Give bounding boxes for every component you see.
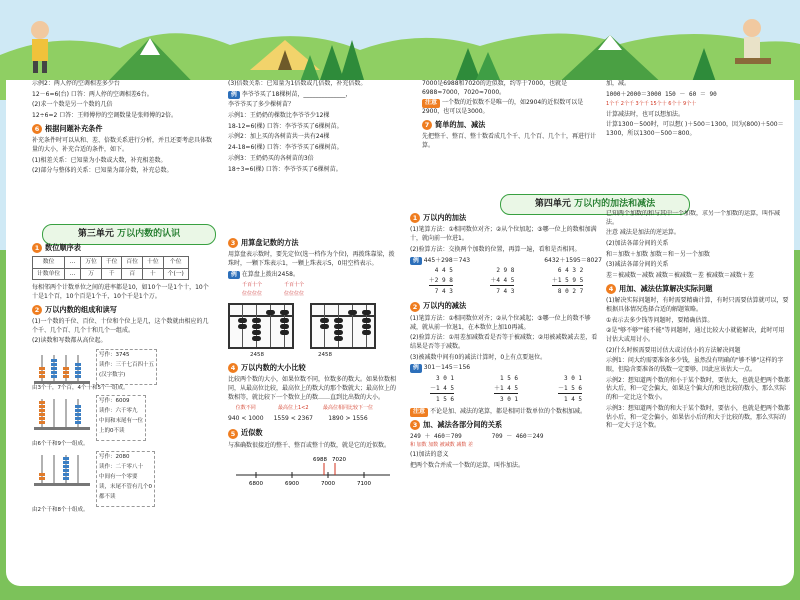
heading-title: 简单的加、减法: [435, 119, 486, 129]
heading-number: 2: [32, 305, 42, 315]
text-line: 写作：3745: [99, 352, 130, 359]
text-line: (3)倍数关系：已知量为1倍数或几倍数，补充倍数。: [228, 80, 367, 87]
boy-overalls: [32, 39, 48, 61]
heading-number: 3: [228, 238, 238, 248]
table-cell: 万位: [81, 257, 102, 268]
text-paragraph: (2)验算方法：交换两个加数的位置，再算一遍，看和是否相同。: [410, 245, 581, 253]
table-cell: 十位: [143, 257, 164, 268]
text-paragraph: 用算盘表示数时，要先定位(选一档作为个位)，再拨珠靠梁，拨珠时，一颗下珠表示1，一颗上珠表示5，0用空档表示。: [228, 251, 395, 268]
table-cell: 十: [143, 268, 164, 279]
boy-leg: [33, 61, 38, 73]
abacus-label: 千百十个 位位位位: [284, 281, 305, 297]
note-badge: 注意: [422, 99, 440, 108]
heading-compare-numbers: [228, 363, 396, 373]
text-line: (2)部分与整体的关系：已知量为部分数，补充总数。: [32, 167, 173, 175]
table-cell: 百: [122, 268, 143, 279]
abacus-label: 千百十个 位位位位: [242, 281, 263, 297]
compare-example: 位数不同 940 < 1000: [228, 405, 264, 422]
text-line: 示例3：王奶奶买的各树苗的3倍: [228, 154, 314, 162]
text-line: (1)相差关系：已知量为小数或大数，补充相差数。: [32, 156, 167, 164]
text-line: 补充条件时可以从和、差、倍数关系进行分析，并且还要考虑具体数量的大小，补充合适的条件，如下。: [32, 137, 212, 153]
tick-label: 6800: [249, 480, 263, 487]
counter-example-c: [32, 451, 212, 507]
heading-number: 2: [410, 302, 420, 312]
example-badge: 例: [410, 364, 422, 372]
text-line: 24-18=6(棵) 口答：李爷爷买了6棵树苗。: [228, 144, 343, 152]
heading-simple-add-sub: [422, 120, 602, 130]
text-line: 由6个千和9个一组成。: [32, 440, 89, 447]
text-line: 写作：2080: [99, 453, 130, 460]
note-line: 注意 不论是加、减法的笔算，都是相同计数单位的个数相加减。: [410, 408, 602, 417]
heading-number: 1: [32, 243, 42, 253]
text-paragraph: 已知两个加数的和与其中一个加数，求另一个加数的运算，叫作减法。: [606, 210, 781, 226]
example-badge: 例: [228, 91, 240, 99]
example-line: 例 445＋298＝743 6432＋1595＝8027: [410, 257, 602, 266]
heading-number: 1: [410, 213, 420, 223]
heading-title: 数位顺序表: [45, 243, 81, 252]
text-paragraph: 示例2：想知道两个数的和小于某个数时，要估大，也就是把两个数都估大后，和一定会偏大，如果这个偏大的和也比较的数小，那么实际的和一定比这个数小。: [606, 376, 790, 402]
vertical-calc: 4 4 5 ＋2 9 8 7 4 3: [428, 267, 453, 296]
example-note-box: [96, 451, 155, 507]
boy-leg: [42, 61, 47, 73]
heading-title: 近似数: [241, 428, 263, 438]
text-line: (3)减法各部分间的关系: [606, 261, 669, 269]
table-cell: …: [65, 268, 81, 279]
heading-title: 万以内的减法: [423, 301, 467, 311]
heading-estimation: [606, 284, 790, 294]
example-line: 例 在算盘上拨出2458。: [228, 271, 396, 280]
heading-place-value: [32, 243, 212, 253]
right-lower-col2: [606, 210, 790, 586]
vertical-additions: [410, 267, 602, 298]
text-line: 12÷6=2 口答：王师傅停的空调数量是张师傅的2倍。: [32, 112, 178, 120]
abacus-icon: [228, 303, 294, 349]
table-cell: 百位: [122, 257, 143, 268]
relation-examples: 249 ＋ 460＝709 709 － 460＝249: [410, 433, 544, 441]
text-line: 李爷爷买了多少棵树苗？: [228, 101, 295, 109]
heading-number: 7: [422, 120, 432, 130]
text-line: 读作：三千七百四十五: [99, 362, 155, 369]
example-note-box: [96, 349, 157, 385]
heading-title: 万以内的加法: [423, 213, 467, 222]
text-paragraph: ①表示去多少钱等问题时，要精确估算。: [606, 316, 714, 324]
counting-frame-icon: [32, 395, 92, 431]
example-note-box: [96, 395, 146, 441]
text-line: 计算减法时，也可以想加法。: [606, 110, 685, 118]
example-badge: 例: [228, 271, 240, 279]
text-line: 示例2：两人停的空调相差多少台: [32, 80, 120, 87]
text-paragraph: 示例3：想知道两个数的和大于某个数时，要估小，也就是把两个数都估小后，和一定会偏小，如果估小后的和大于比较的数，那么实际的和一定大于这个数。: [606, 404, 790, 430]
right-lower-col1: [410, 210, 602, 586]
marker-label: 7020: [332, 456, 346, 463]
heading-subtraction: [410, 301, 602, 311]
heading-title: 根据问题补充条件: [45, 123, 103, 133]
table-cell: 计数单位: [33, 268, 65, 279]
left-top-col2: [228, 80, 396, 176]
marker-label: 6988: [313, 456, 327, 463]
girl-character-icon: [743, 19, 761, 37]
abacus-value: 2458: [318, 352, 332, 358]
compare-example: 最高位上1<2 1559 < 2367: [273, 405, 313, 422]
abacus-pair: [228, 303, 396, 349]
vertical-calc: 2 9 8 ＋4 4 5 7 4 3: [490, 267, 515, 296]
table-cell: …: [65, 257, 81, 268]
right-top-col1: [422, 80, 602, 153]
text-line: 把两个数合并成一个数的运算，叫作加法。: [410, 462, 525, 470]
text-paragraph: 示例1：问大约需要准备多少钱，虽然没有明确的"够不够"这样的字眼，但隐含要准备的钱数一定要够，因此应该估大一点。: [606, 357, 784, 374]
table-cell: 万: [81, 268, 102, 279]
boy-character-icon: [31, 21, 49, 39]
counter-example-b: [32, 395, 212, 441]
left-top-col1: [32, 80, 212, 178]
text-paragraph: 与准确数很接近的整千、整百或整十的数，就是它的近似数。: [228, 441, 391, 449]
right-page: [400, 80, 794, 586]
text-paragraph: (1)笔算方法：①相同数位对齐；②从个位减起；③哪一位上的数不够减，就从前一位退1，在本数位上加10再减。: [410, 314, 591, 331]
left-page: [6, 80, 400, 586]
heading-number: 6: [32, 124, 42, 134]
text-line: (2)加法各部分间的关系: [606, 240, 669, 248]
text-line: 由3个千，7个百，4个十和5个一组成。: [32, 385, 129, 392]
text-line: 和＝加数＋加数 加数＝和－另一个加数: [606, 250, 710, 258]
table-cell: 数位: [33, 257, 65, 268]
table-row: [33, 257, 189, 268]
example-line: 例 301－145＝156: [410, 364, 602, 373]
abacus-value: 2458: [250, 352, 264, 358]
table-cell: 千位: [101, 257, 122, 268]
heading-number: 4: [606, 284, 616, 294]
text-line: 18÷3=6(棵) 口答：李爷爷买了6棵树苗。: [228, 165, 342, 173]
text-line: 示例2：加上买的各树苗共一共有24棵: [228, 133, 330, 141]
abacus-icon: [310, 303, 376, 349]
text-paragraph: 比较两个数的大小，如果位数不同，位数多的数大。如果位数相同，从最高位比较，最高位上的数大的那个数就大；最高位上的数相等，就比较下一个数位上的数……直到比出数的大小。: [228, 376, 396, 401]
text-paragraph: 每相邻两个计数单位之间的进率都是10，如10个一是1个十，10个十是1个百，10个百是1个千，10个千是1个万。: [32, 284, 209, 300]
vertical-calc: 3 0 1 －1 4 5 1 5 6: [429, 375, 455, 404]
text-line: 写作：6009: [99, 398, 130, 405]
text-line: 读，末尾不管有几个0: [99, 483, 152, 490]
note-badge: 注意: [410, 408, 428, 417]
unit4-title: 万以内的加法和减法: [574, 199, 656, 209]
heading-title: 用算盘记数的方法: [241, 238, 299, 247]
text-paragraph: 先把整千、整百、整十数看成几个千、几个百、几个十，再进行计算。: [422, 133, 597, 149]
text-line: 读作：二千零八十: [99, 463, 144, 470]
text-line: 中间和末尾有一位: [99, 418, 144, 424]
unit4-prefix: 第四单元: [534, 199, 571, 209]
heading-addition: [410, 213, 602, 223]
relation-labels: 和 加数 加数 被减数 减数 差: [410, 442, 473, 449]
heading-title: 用加、减法估算解决实际问题: [619, 283, 713, 293]
heading-add-sub-relation: [410, 420, 602, 430]
abacus-labels: [242, 282, 396, 301]
girl-body: [744, 37, 760, 59]
chair-icon: [735, 58, 771, 64]
heading-number-composition: [32, 305, 212, 315]
heading-number: 4: [228, 363, 238, 373]
annotation-line: 1个千 2个千 3个千 15个十 6个十 9个十: [606, 101, 697, 108]
tick-label: 6900: [285, 480, 299, 487]
text-paragraph: 计算1300－500时，可以想( )＋500＝1300，因为(800)＋500＝1300，所以1300－500＝800。: [606, 121, 784, 137]
text-paragraph: (2)什么时候需要用讨估大或讨估小的方法解决问题: [606, 346, 741, 354]
text-line: 18-12=6(棵) 口答：李爷爷买了6棵树苗。: [228, 122, 343, 130]
table-cell: 千: [101, 268, 122, 279]
example-line: 例 李爷爷买了18棵树苗，______________，: [228, 91, 396, 100]
vertical-calc: 6 4 3 2 ＋1 5 9 5 8 0 2 7: [551, 267, 584, 296]
table-row: [33, 268, 189, 279]
number-line: [228, 453, 396, 487]
tick-label: 7100: [357, 480, 371, 487]
text-paragraph: (1)解决实际问题时，有时需要精确计算，有时只需要估算就可以，要根据具体情况选择合适的解题策略。: [606, 297, 789, 313]
example-badge: 例: [410, 257, 422, 265]
note-line: 注意 减法是加法的逆运算。: [606, 229, 680, 237]
tick-label: 7000: [321, 480, 335, 487]
left-lower-col2: [228, 235, 396, 586]
abacus-values: [250, 352, 396, 360]
text-paragraph: (2)验算方法：①用差加减数看是否等于被减数；②用被减数减去差，看结果是否等于减数。: [410, 334, 598, 350]
counter-example-a: [32, 349, 212, 385]
table-cell: 个位: [163, 257, 188, 268]
text-line: 上的0不读: [99, 427, 125, 434]
heading-title: 万以内数的大小比较: [241, 362, 306, 372]
heading-title: 加、减法各部分间的关系: [423, 420, 503, 429]
text-line: (1)加法的意义: [410, 451, 449, 459]
text-paragraph: (1)一个数的千位、百位、十位和个位上是几，这个数就由相应的几个千、几个百、几个十和几个一组成。: [32, 318, 209, 334]
heading-title: 万以内数的组成和读写: [45, 304, 117, 314]
note-line: 注意 一个数的近似数不是唯一的，如2904的近似数可以是2900，也可以是3000。: [422, 99, 584, 116]
table-cell: 个(一): [163, 268, 188, 279]
counting-frame-icon: [32, 451, 92, 487]
vertical-calc: 3 0 1 －1 5 6 1 4 5: [557, 375, 583, 404]
text-paragraph: (2)读数和写数都从高位起。: [32, 337, 107, 345]
text-line: 加，减。: [606, 80, 631, 87]
text-line: (2)求一个数是另一个数的几倍: [32, 101, 113, 109]
text-line: (汉字数字): [99, 372, 126, 379]
compare-example: 最高位相同比较下一位 1890 > 1556: [322, 405, 373, 422]
text-line: 读作：六千零九: [99, 408, 138, 415]
text-line: 示例1：王奶奶的棵数比李爷爷少12棵: [228, 112, 330, 120]
unit3-prefix: 第三单元: [77, 229, 114, 239]
vertical-subtractions: [410, 375, 602, 406]
right-top-col2: [606, 80, 790, 141]
example-equation: 1000＋2000＝3000 150 － 60 ＝ 90: [606, 90, 717, 98]
text-line: 都不读: [99, 493, 116, 500]
heading-number: 3: [410, 420, 420, 430]
heading-abacus: [228, 238, 396, 248]
heading-supplement-conditions: [32, 124, 212, 134]
vertical-calc: 1 5 6 ＋1 4 5 3 0 1: [493, 375, 519, 404]
heading-approximate-number: [228, 428, 396, 438]
heading-number: 5: [228, 429, 238, 439]
left-lower-col1: [32, 240, 212, 586]
text-paragraph: 7000是6988和7020的近似数，约等于7000，也就是6988≈7000，7020≈7000。: [422, 80, 568, 96]
text-line: 12－6=6(台) 口答：两人停的空调相差6台。: [32, 90, 153, 98]
compare-examples: [228, 405, 396, 425]
text-paragraph: (3)被减数中间有0的减法计算时，0上有点要退位。: [410, 353, 547, 361]
text-line: 由2个千和8个十组成。: [32, 506, 89, 513]
unit3-title: 万以内数的认识: [117, 229, 181, 239]
place-value-table: [32, 256, 189, 280]
counting-frame-icon: [32, 349, 92, 385]
text-paragraph: (1)笔算方法：①相同数位对齐；②从个位加起；③哪一位上的数相加满十，就向前一位进1。: [410, 226, 597, 243]
text-line: 差＝被减数－减数 减数＝被减数－差 被减数＝减数＋差: [606, 272, 754, 280]
text-line: 中间有一个零要: [99, 473, 138, 480]
text-paragraph: ②是"够不够""能不能"等问题时，通过比较大小就能解决，此时可用讨估大或用讨小。: [606, 327, 785, 343]
